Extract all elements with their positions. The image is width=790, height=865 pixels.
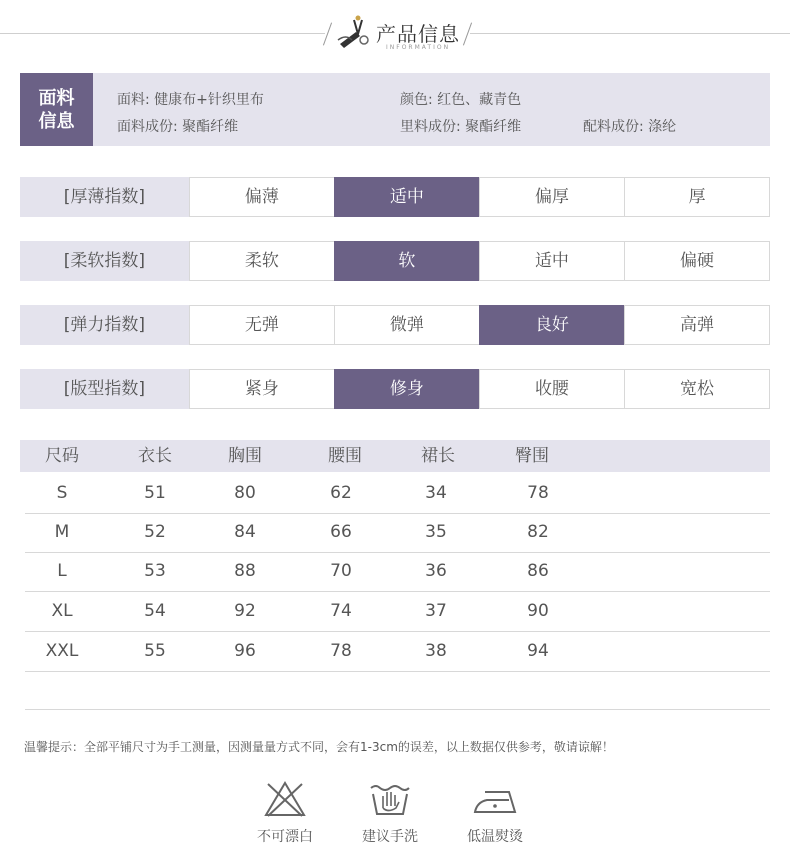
- header-line-right: [470, 33, 790, 34]
- table-cell: 54: [144, 601, 166, 621]
- index-option: 紧身: [189, 369, 334, 409]
- header-line-left: [0, 33, 325, 34]
- table-cell: 52: [144, 522, 166, 542]
- table-cell: 55: [144, 641, 166, 661]
- size-cell: S: [56, 483, 68, 503]
- no-bleach-icon: [263, 780, 307, 818]
- table-cell: 34: [425, 483, 447, 503]
- index-label: [厚薄指数]: [20, 177, 189, 217]
- index-option-selected: 软: [334, 241, 479, 281]
- table-row: [25, 512, 770, 553]
- size-cell: M: [54, 522, 70, 542]
- table-cell: 84: [234, 522, 256, 542]
- badge-line-1: 面料: [38, 87, 75, 109]
- size-table-header: [20, 440, 770, 472]
- fabric-material: 面料: 健康布+针织里布: [117, 92, 264, 108]
- table-cell: 51: [144, 483, 166, 503]
- table-row: [25, 473, 770, 514]
- care-label: 不可漂白: [257, 829, 313, 845]
- low-iron-icon: [471, 780, 519, 818]
- table-cell: 74: [330, 601, 352, 621]
- table-cell: 78: [330, 641, 352, 661]
- table-cell: 94: [527, 641, 549, 661]
- index-option: 适中: [479, 241, 624, 281]
- index-option: 高弹: [624, 305, 770, 345]
- table-cell: 86: [527, 561, 549, 581]
- badge-line-2: 信息: [38, 110, 75, 132]
- index-option-selected: 适中: [334, 177, 479, 217]
- index-option: 宽松: [624, 369, 770, 409]
- header-slash-left: [323, 23, 332, 46]
- care-item-hand-wash: [345, 780, 435, 846]
- index-label: [弹力指数]: [20, 305, 189, 345]
- index-option-selected: 修身: [334, 369, 479, 409]
- fabric-lining: 里料成份: 聚酯纤维: [400, 119, 522, 135]
- table-cell: 53: [144, 561, 166, 581]
- page-title: 产品信息: [376, 22, 460, 46]
- fabric-color: 颜色: 红色、藏青色: [400, 92, 522, 108]
- table-divider: [25, 709, 770, 710]
- index-option: 收腰: [479, 369, 624, 409]
- fit-index-row: [20, 369, 770, 409]
- column-header: 裙长: [421, 446, 455, 466]
- thickness-index-row: [20, 177, 770, 217]
- index-option: 无弹: [189, 305, 334, 345]
- table-cell: 38: [425, 641, 447, 661]
- fashion-logo-icon: [334, 14, 374, 50]
- fabric-composition: 面料成份: 聚酯纤维: [117, 119, 239, 135]
- index-option-selected: 良好: [479, 305, 624, 345]
- page-subtitle: INFORMATION: [386, 44, 451, 51]
- care-item-no-bleach: [240, 780, 330, 846]
- size-cell: L: [57, 561, 67, 581]
- table-cell: 37: [425, 601, 447, 621]
- table-row: [25, 591, 770, 632]
- column-header: 胸围: [228, 446, 262, 466]
- table-cell: 88: [234, 561, 256, 581]
- table-cell: 96: [234, 641, 256, 661]
- index-option: 偏厚: [479, 177, 624, 217]
- index-option: 微弹: [334, 305, 479, 345]
- care-item-low-iron: [450, 780, 540, 846]
- index-option: 偏薄: [189, 177, 334, 217]
- table-cell: 66: [330, 522, 352, 542]
- index-label: [版型指数]: [20, 369, 189, 409]
- table-cell: 36: [425, 561, 447, 581]
- column-header: 尺码: [45, 446, 79, 466]
- table-cell: 78: [527, 483, 549, 503]
- fabric-info-badge: [20, 73, 93, 146]
- size-cell: XXL: [45, 641, 79, 661]
- table-cell: 92: [234, 601, 256, 621]
- table-cell: 90: [527, 601, 549, 621]
- elasticity-index-row: [20, 305, 770, 345]
- column-header: 衣长: [138, 446, 172, 466]
- softness-index-row: [20, 241, 770, 281]
- care-label: 建议手洗: [362, 829, 418, 845]
- table-row: [25, 551, 770, 592]
- table-cell: 70: [330, 561, 352, 581]
- hand-wash-icon: [368, 780, 412, 818]
- table-cell: 62: [330, 483, 352, 503]
- table-cell: 35: [425, 522, 447, 542]
- table-row: [25, 631, 770, 672]
- fabric-accessory: 配料成份: 涤纶: [583, 119, 677, 135]
- table-cell: 80: [234, 483, 256, 503]
- index-label: [柔软指数]: [20, 241, 189, 281]
- care-label: 低温熨烫: [467, 829, 523, 845]
- index-option: 柔软: [189, 241, 334, 281]
- column-header: 腰围: [328, 446, 362, 466]
- size-cell: XL: [51, 601, 73, 621]
- index-option: 厚: [624, 177, 770, 217]
- index-option: 偏硬: [624, 241, 770, 281]
- header-slash-right: [463, 23, 472, 46]
- column-header: 臀围: [515, 446, 549, 466]
- measurement-note: 温馨提示：全部平铺尺寸为手工测量，因测量量方式不同，会有1-3cm的误差，以上数据仅供参考，敬请谅解！: [24, 740, 614, 754]
- table-cell: 82: [527, 522, 549, 542]
